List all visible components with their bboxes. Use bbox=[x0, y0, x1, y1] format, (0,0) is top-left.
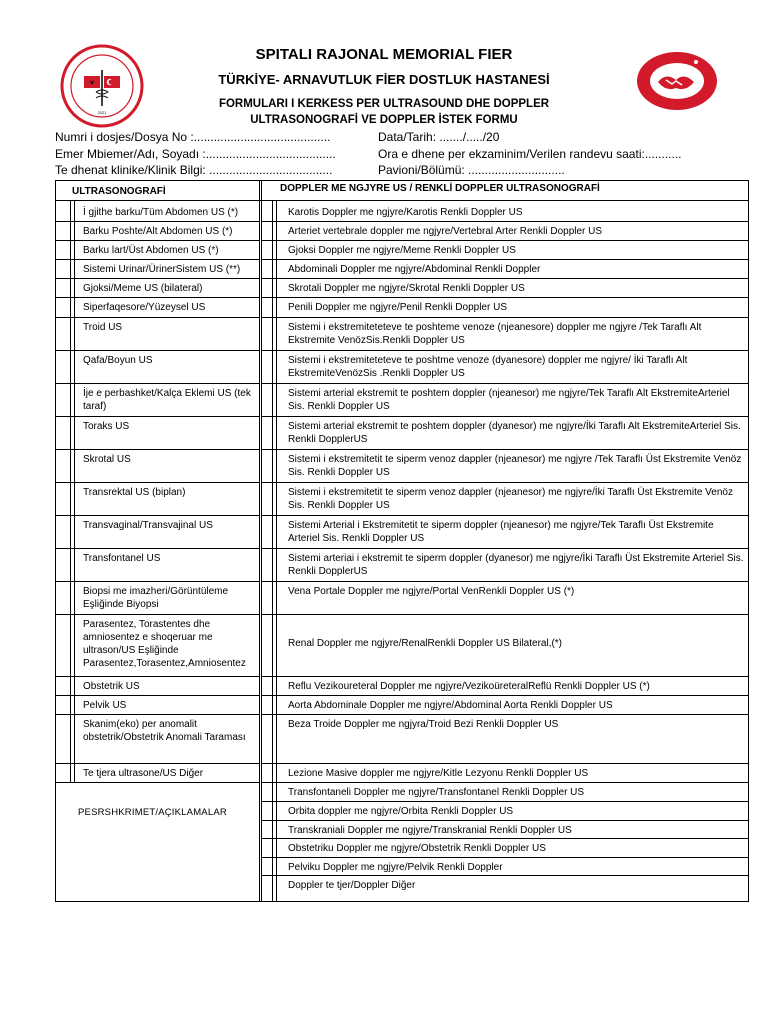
ultrasound-option[interactable]: Transfontanel US bbox=[83, 553, 161, 564]
hospital-name: SPITALI RAJONAL MEMORIAL FIER bbox=[255, 46, 513, 63]
right-row-divider bbox=[261, 297, 749, 298]
color-doppler-option[interactable]: Beza Troide Doppler me ngjyra/Troid Bezi Renkli Doppler US bbox=[288, 719, 559, 730]
ultrasound-option[interactable]: Te tjera ultrasone/US Diğer bbox=[83, 768, 204, 779]
color-doppler-option[interactable]: Penili Doppler me ngjyre/Penil Renkli Doppler US bbox=[288, 302, 507, 313]
left-row-divider bbox=[55, 297, 259, 298]
ultrasound-option[interactable]: Barku lart/Üst Abdomen US (*) bbox=[83, 245, 219, 256]
ultrasound-option[interactable]: Obstetrik US bbox=[83, 681, 140, 692]
ultrasonography-header: ULTRASONOGRAFİ bbox=[72, 186, 166, 197]
form-title-line1: FORMULARI I KERKESS PER ULTRASOUND DHE DOPPLER bbox=[218, 98, 550, 110]
color-doppler-option[interactable]: Sistemi arterial ekstremit te poshtem doppler (dyanesor) me ngjyre/İki Taraflı Alt EkstremiteArteriel Sis. Renkli DopplerUS bbox=[288, 421, 741, 445]
color-doppler-option[interactable]: Pelviku Doppler me ngjyre/Pelvik Renkli Doppler bbox=[288, 862, 503, 873]
right-row-divider bbox=[261, 614, 749, 615]
left-row-divider bbox=[55, 449, 259, 450]
right-checkbox-line-a bbox=[272, 200, 273, 902]
ultrasound-option[interactable]: Barku Poshte/Alt Abdomen US (*) bbox=[83, 226, 233, 237]
color-doppler-option[interactable]: Arteriet vertebrale doppler me ngjyre/Vertebral Arter Renkli Doppler US bbox=[288, 226, 603, 237]
ward-field[interactable]: Pavioni/Bölümü: ............................. bbox=[378, 163, 565, 177]
right-row-divider bbox=[261, 317, 749, 318]
right-checkbox-line-b bbox=[276, 200, 277, 902]
hospital-subtitle: TÜRKİYE- ARNAVUTLUK FİER DOSTLUK HASTANESİ bbox=[218, 72, 550, 87]
ultrasound-option[interactable]: Gjoksi/Meme US (bilateral) bbox=[83, 283, 203, 294]
file-number-field[interactable]: Numri i dosjes/Dosya No :......................................... bbox=[55, 130, 331, 144]
color-doppler-header: DOPPLER ME NGJYRE US / RENKLİ DOPPLER ULTRASONOGRAFİ bbox=[280, 183, 600, 194]
appointment-time-field[interactable]: Ora e dhene per ekzaminim/Verilen randevu saati:........... bbox=[378, 147, 682, 161]
ultrasound-option[interactable]: Siperfaqesore/Yüzeysel US bbox=[83, 302, 206, 313]
left-row-divider bbox=[55, 350, 259, 351]
notes-label: PESRSHKRIMET/AÇIKLAMALAR bbox=[78, 807, 227, 818]
right-row-divider bbox=[261, 259, 749, 260]
color-doppler-option[interactable]: Skrotali Doppler me ngjyre/Skrotal Renkli Doppler US bbox=[288, 283, 525, 294]
left-row-divider bbox=[55, 763, 259, 764]
color-doppler-option[interactable]: Orbita doppler me ngjyre/Orbita Renkli Doppler US bbox=[288, 806, 514, 817]
left-row-divider bbox=[55, 614, 259, 615]
ultrasound-option[interactable]: İje e perbashket/Kalça Eklemi US (tek taraf) bbox=[83, 388, 251, 412]
left-row-divider bbox=[55, 383, 259, 384]
ultrasound-option[interactable]: Troid US bbox=[83, 322, 123, 333]
color-doppler-option[interactable]: Sistemi i ekstremiteteteve te poshtme venoze (dyanesore) doppler me ngjyre/ İki Taraflı Alt EkstremiteVenözSis .Renkli Doppler US bbox=[288, 355, 688, 379]
right-row-divider bbox=[261, 581, 749, 582]
left-row-divider bbox=[55, 676, 259, 677]
ultrasound-option[interactable]: Transrektal US (biplan) bbox=[83, 487, 186, 498]
right-row-divider bbox=[261, 763, 749, 764]
left-row-divider bbox=[55, 278, 259, 279]
clinical-info-field[interactable]: Te dhenat klinike/Klinik Bilgi: ..................................... bbox=[55, 163, 333, 177]
color-doppler-option[interactable]: Sistemi Arterial i Ekstremitetit te siperm doppler (njeanesor) me ngjyre/Tek Taraflı Üst Ekstremite Arteriel Sis. Renkli Doppler US bbox=[288, 520, 714, 544]
ultrasound-option[interactable]: İ gjithe barku/Tüm Abdomen US (*) bbox=[83, 207, 239, 218]
left-row-divider bbox=[55, 317, 259, 318]
right-row-divider bbox=[261, 875, 749, 876]
color-doppler-option[interactable]: Gjoksi Doppler me ngjyre/Meme Renkli Doppler US bbox=[288, 245, 516, 256]
color-doppler-option[interactable]: Aorta Abdominale Doppler me ngjyre/Abdominal Aorta Renkli Doppler US bbox=[288, 700, 613, 711]
svg-text:2021: 2021 bbox=[97, 110, 107, 115]
right-row-divider bbox=[261, 416, 749, 417]
right-row-divider bbox=[261, 482, 749, 483]
ultrasound-option[interactable]: Skanim(eko) per anomalit obstetrik/Obstetrik Anomali Taraması bbox=[83, 719, 246, 743]
center-divider-a bbox=[259, 180, 260, 902]
color-doppler-option[interactable]: Sistemi i ekstremitetit te siperm venoz dappler (njeanesor) me ngjyre/İki Taraflı Üst Ekstremite Venöz Sis. Renkli Doppler US bbox=[288, 487, 733, 511]
color-doppler-option[interactable]: Lezione Masive doppler me ngjyre/Kitle Lezyonu Renkli Doppler US bbox=[288, 768, 589, 779]
date-field[interactable]: Data/Tarih: ......./...../20 bbox=[378, 130, 500, 144]
left-row-divider bbox=[55, 714, 259, 715]
left-row-divider bbox=[55, 548, 259, 549]
color-doppler-option[interactable]: Reflu Vezikoureteral Doppler me ngjyre/VezikoüreteralReflü Renkli Doppler US (*) bbox=[288, 681, 650, 692]
color-doppler-option[interactable]: Transfontaneli Doppler me ngjyre/Transfontanel Renkli Doppler US bbox=[288, 787, 585, 798]
right-row-divider bbox=[261, 695, 749, 696]
right-row-divider bbox=[261, 240, 749, 241]
right-row-divider bbox=[261, 782, 749, 783]
right-row-divider bbox=[261, 449, 749, 450]
right-row-divider bbox=[261, 350, 749, 351]
right-row-divider bbox=[261, 221, 749, 222]
right-row-divider bbox=[261, 857, 749, 858]
left-row-divider bbox=[55, 240, 259, 241]
color-doppler-option[interactable]: Sistemi arterial ekstremit te poshtem doppler (njeanesor) me ngjyre/Tek Taraflı Alt EkstremiteArteriel Sis. Renkli Doppler US bbox=[288, 388, 730, 412]
patient-name-field[interactable]: Emer Mbiemer/Adı, Soyadı :....................................... bbox=[55, 147, 336, 161]
right-row-divider bbox=[261, 820, 749, 821]
right-row-divider bbox=[261, 801, 749, 802]
ultrasound-option[interactable]: Pelvik US bbox=[83, 700, 127, 711]
ultrasound-option[interactable]: Toraks US bbox=[83, 421, 130, 432]
right-row-divider bbox=[261, 714, 749, 715]
right-row-divider bbox=[261, 515, 749, 516]
left-row-divider bbox=[55, 416, 259, 417]
left-row-divider bbox=[55, 221, 259, 222]
color-doppler-option[interactable]: Transkraniali Doppler me ngjyre/Transkranial Renkli Doppler US bbox=[288, 825, 572, 836]
color-doppler-option[interactable]: Doppler te tjer/Doppler Diğer bbox=[288, 880, 416, 891]
color-doppler-option[interactable]: Sistemi i ekstremiteteteve te poshteme venoze (njeanesore) doppler me ngjyre /Tek Taraflı Alt Ekstremite VenözSis.Renkli Doppler US bbox=[288, 322, 702, 346]
color-doppler-option[interactable]: Abdominali Doppler me ngjyre/Abdominal Renkli Doppler bbox=[288, 264, 541, 275]
color-doppler-option[interactable]: Obstetriku Doppler me ngjyre/Obstetrik Renkli Doppler US bbox=[288, 843, 546, 854]
right-row-divider bbox=[261, 676, 749, 677]
ultrasound-option[interactable]: Biopsi me imazheri/Görüntüleme Eşliğinde Biyopsi bbox=[83, 586, 229, 610]
left-row-divider bbox=[55, 515, 259, 516]
left-row-divider bbox=[55, 259, 259, 260]
ultrasound-option[interactable]: Sistemi Urinar/ÜrinerSistem US (**) bbox=[83, 264, 241, 275]
form-title-line2: ULTRASONOGRAFİ VE DOPPLER İSTEK FORMU bbox=[250, 114, 518, 126]
right-row-divider bbox=[261, 383, 749, 384]
color-doppler-option[interactable]: Vena Portale Doppler me ngjyre/Portal VenRenkli Doppler US (*) bbox=[288, 586, 575, 597]
ultrasound-option[interactable]: Skrotal US bbox=[83, 454, 131, 465]
ultrasound-option[interactable]: Qafa/Boyun US bbox=[83, 355, 153, 366]
right-row-divider bbox=[261, 278, 749, 279]
right-row-divider bbox=[261, 838, 749, 839]
color-doppler-option[interactable]: Sistemi arteriai i ekstremit te siperm doppler (dyanesor) me ngjyre/İki Taraflı Üst Ekstremite Arteriel Sis. Renkli DopplerUS bbox=[288, 553, 744, 577]
header-divider bbox=[55, 200, 749, 201]
left-row-divider bbox=[55, 782, 259, 783]
left-row-divider bbox=[55, 482, 259, 483]
color-doppler-option[interactable]: Sistemi i ekstremitetit te siperm venoz dappler (njeanesor) me ngjyre /Tek Taraflı Üst Ekstremite Venöz Sis. Renkli Doppler US bbox=[288, 454, 742, 478]
right-row-divider bbox=[261, 548, 749, 549]
left-row-divider bbox=[55, 581, 259, 582]
center-divider-b bbox=[261, 180, 262, 902]
color-doppler-option[interactable]: Renal Doppler me ngjyre/RenalRenkli Doppler US Bilateral,(*) bbox=[288, 638, 563, 649]
ultrasound-option[interactable]: Parasentez, Torastentes dhe amniosentez e shoqeruar me ultrason/US Eşliğinde Parasentez,Torasentez,Amniosentez bbox=[83, 619, 246, 669]
ultrasound-option[interactable]: Transvaginal/Transvajinal US bbox=[83, 520, 213, 531]
color-doppler-option[interactable]: Karotis Doppler me ngjyre/Karotis Renkli Doppler US bbox=[288, 207, 523, 218]
left-row-divider bbox=[55, 695, 259, 696]
